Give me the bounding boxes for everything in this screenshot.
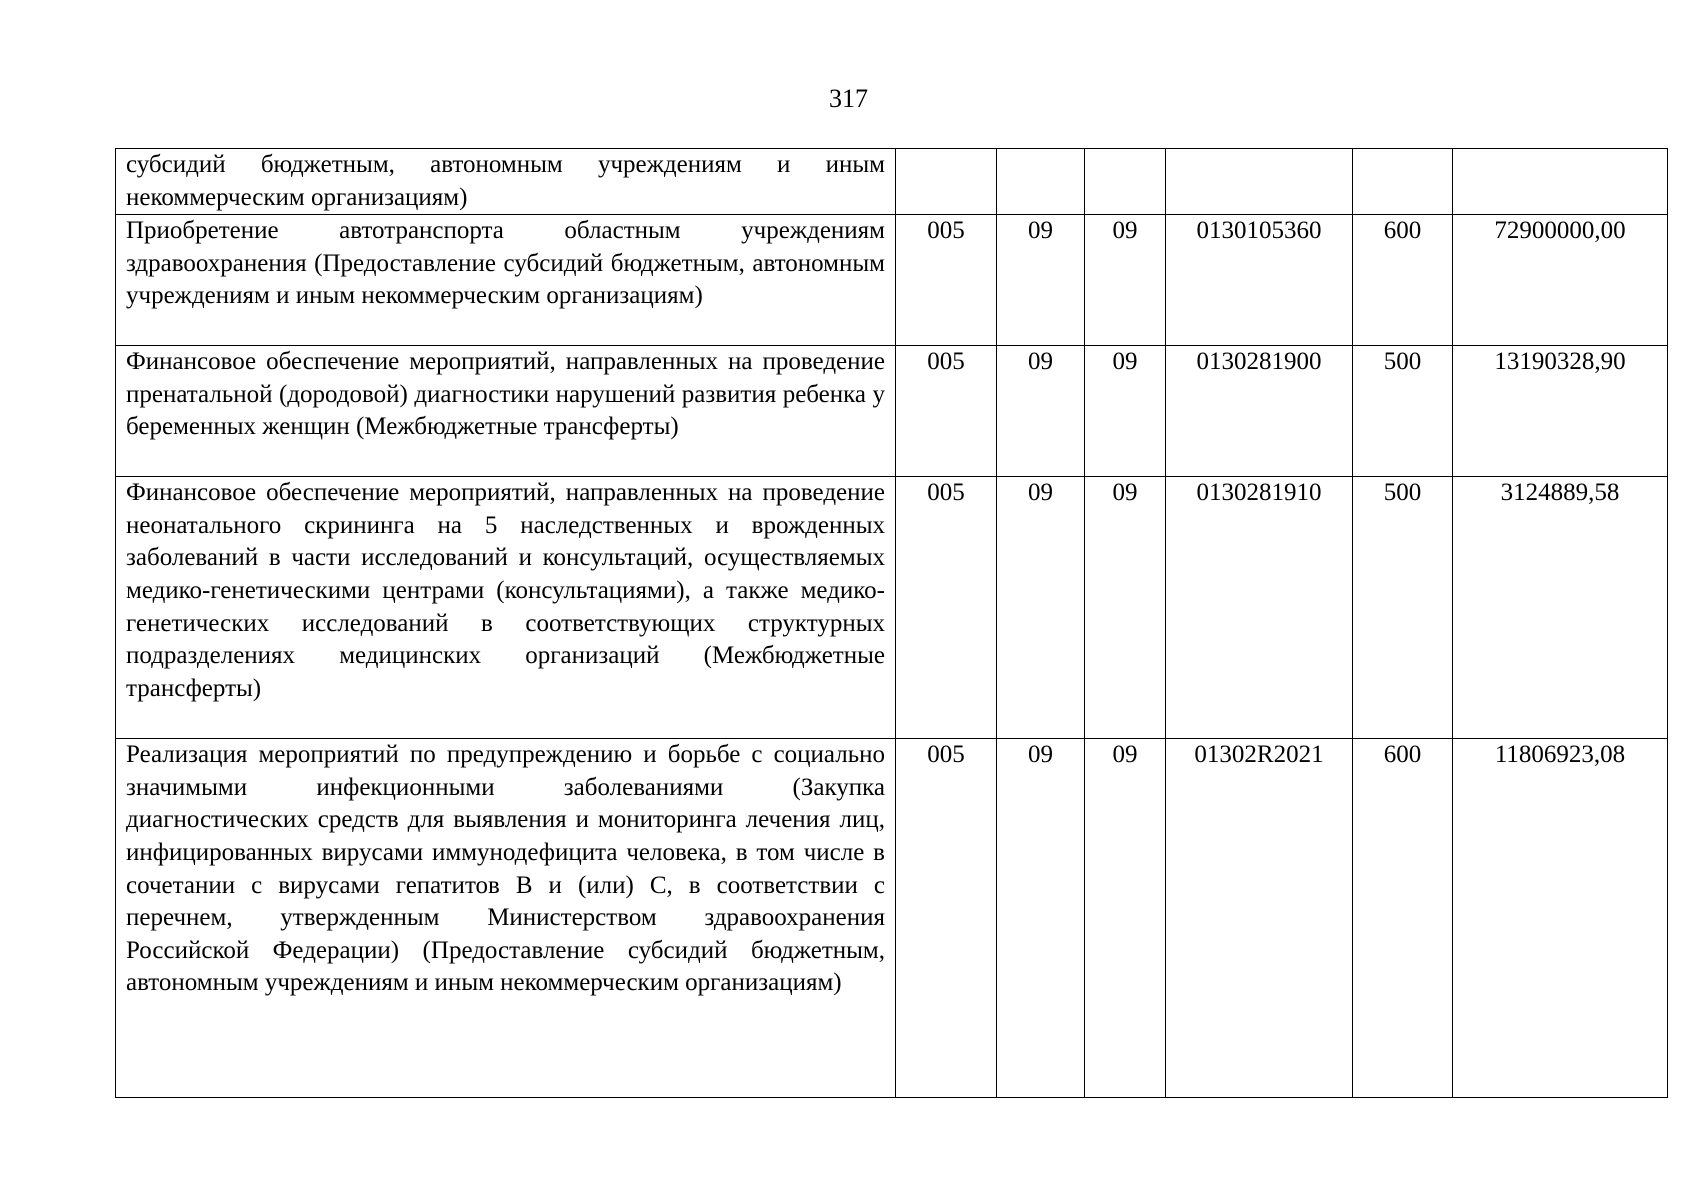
ministry-code: 005: [896, 477, 997, 739]
table-row: [116, 477, 1668, 739]
expense-type-code: 500: [1353, 346, 1453, 477]
subsection-code: 09: [1085, 346, 1166, 477]
page-number: 317: [829, 84, 868, 113]
target-article-code: 0130281910: [1166, 477, 1353, 739]
ministry-code: 005: [896, 215, 997, 346]
amount: [1453, 149, 1668, 215]
section-code: 09: [997, 215, 1085, 346]
row-description: Приобретение автотранспорта областным учреждениям здравоохранения (Предоставление субсидий бюджетным, автономным учреждениям и иным некоммерческим организациям): [116, 215, 896, 346]
subsection-code: [1085, 149, 1166, 215]
table-row: [116, 346, 1668, 477]
section-code: [997, 149, 1085, 215]
section-code: 09: [997, 346, 1085, 477]
row-description: Финансовое обеспечение мероприятий, направленных на проведение пренатальной (дородовой) диагностики нарушений развития ребенка у беременных женщин (Межбюджетные трансферты): [116, 346, 896, 477]
target-article-code: [1166, 149, 1353, 215]
budget-table: [115, 148, 1668, 1098]
amount: 11806923,08: [1453, 739, 1668, 1098]
expense-type-code: [1353, 149, 1453, 215]
target-article-code: 0130105360: [1166, 215, 1353, 346]
table-row: [116, 215, 1668, 346]
target-article-code: 01302R2021: [1166, 739, 1353, 1098]
amount: 13190328,90: [1453, 346, 1668, 477]
subsection-code: 09: [1085, 477, 1166, 739]
ministry-code: 005: [896, 346, 997, 477]
expense-type-code: 500: [1353, 477, 1453, 739]
expense-type-code: 600: [1353, 215, 1453, 346]
row-description: субсидий бюджетным, автономным учреждениям и иным некоммерческим организациям): [116, 149, 896, 215]
target-article-code: 0130281900: [1166, 346, 1353, 477]
table-row: [116, 149, 1668, 215]
section-code: 09: [997, 739, 1085, 1098]
row-description: Реализация мероприятий по предупреждению и борьбе с социально значимыми инфекционными заболеваниями (Закупка диагностических средств для выявления и мониторинга лечения лиц, инфицированных вирусами иммунодефицита человека, в том числе в сочетании с вирусами гепатитов B и (или) C, в соответствии с перечнем, утвержденным Министерством здравоохранения Российской Федерации) (Предоставление субсидий бюджетным, автономным учреждениям и иным некоммерческим организациям): [116, 739, 896, 1098]
table-row: [116, 739, 1668, 1098]
expense-type-code: 600: [1353, 739, 1453, 1098]
amount: 72900000,00: [1453, 215, 1668, 346]
ministry-code: 005: [896, 739, 997, 1098]
section-code: 09: [997, 477, 1085, 739]
subsection-code: 09: [1085, 215, 1166, 346]
row-description: Финансовое обеспечение мероприятий, направленных на проведение неонатального скрининга на 5 наследственных и врожденных заболеваний в части исследований и консультаций, осуществляемых медико-генетическими центрами (консультациями), а также медико-генетических исследований в соответствующих структурных подразделениях медицинских организаций (Межбюджетные трансферты): [116, 477, 896, 739]
ministry-code: [896, 149, 997, 215]
subsection-code: 09: [1085, 739, 1166, 1098]
amount: 3124889,58: [1453, 477, 1668, 739]
